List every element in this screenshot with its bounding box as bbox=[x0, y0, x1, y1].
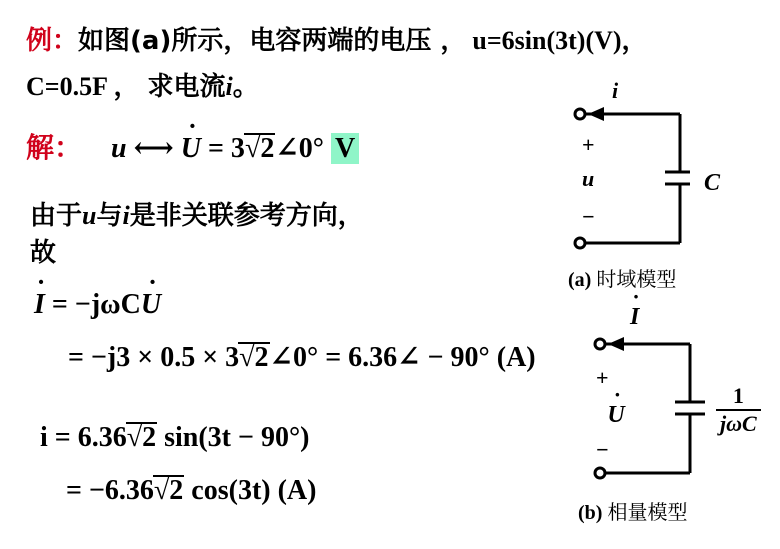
circuit-b-plus: + bbox=[596, 365, 609, 390]
solution-phasor-u: U ˙ bbox=[181, 133, 201, 165]
terminal-top-a bbox=[575, 109, 585, 119]
eq1-phasor-u: U ˙ bbox=[141, 289, 161, 321]
equation-1 bbox=[34, 289, 161, 321]
impedance-denominator: jωC bbox=[720, 411, 757, 436]
circuit-a-minus: − bbox=[582, 204, 595, 229]
example-text-1: 如图(a)所示，电容两端的电压 ， bbox=[78, 26, 467, 56]
solution-tag: 解： bbox=[26, 131, 83, 164]
equation-4 bbox=[66, 475, 316, 507]
reason-line-2 bbox=[30, 232, 56, 269]
current-arrow-a bbox=[588, 107, 604, 121]
eq4-sqrt-value: 2 bbox=[169, 475, 184, 506]
circuit-b-current: I ˙ bbox=[630, 304, 639, 331]
circuit-a-current: i bbox=[612, 78, 619, 103]
example-line-2 bbox=[26, 66, 259, 103]
example-formula-c: C=0.5F ， bbox=[26, 72, 140, 101]
circuit-b-impedance bbox=[716, 383, 761, 437]
reason-text-3: 是非关联参考方向， bbox=[129, 201, 364, 231]
equation-2 bbox=[68, 340, 536, 374]
reason-var-i: i bbox=[122, 201, 130, 230]
example-tag: 例： bbox=[26, 26, 79, 56]
solution-line bbox=[26, 126, 359, 166]
terminal-top-b bbox=[595, 339, 605, 349]
circuit-a-caption-text: 时域模型 bbox=[596, 267, 677, 291]
circuit-a-plus: + bbox=[582, 132, 595, 157]
example-line-1 bbox=[26, 20, 648, 57]
circuit-a-element-label: C bbox=[704, 170, 721, 196]
solution-eq: = 3 bbox=[207, 133, 245, 164]
solution-sqrt-value: 2 bbox=[260, 133, 275, 164]
example-formula-u: u=6sin(3t)(V)， bbox=[472, 26, 648, 55]
equation-3 bbox=[40, 422, 309, 454]
eq1-phasor-i: I ˙ bbox=[34, 289, 45, 321]
eq2-sqrt: √2 bbox=[239, 342, 269, 373]
solution-unit-highlight: V bbox=[331, 133, 359, 164]
circuit-b-voltage: U ˙ bbox=[607, 402, 624, 429]
eq4-sqrt: √2 bbox=[153, 475, 184, 506]
terminal-bottom-a bbox=[575, 238, 585, 248]
solution-u: u bbox=[111, 133, 127, 164]
example-var-i: i bbox=[225, 72, 233, 101]
impedance-numerator: 1 bbox=[716, 383, 761, 411]
eq2-part-a: = −j3 × 0.5 × 3 bbox=[68, 342, 240, 373]
circuit-a-voltage: u bbox=[582, 166, 595, 191]
eq3-sqrt-value: 2 bbox=[142, 422, 157, 453]
example-text-2: 求电流 bbox=[147, 72, 226, 102]
solution-angle: ∠0° bbox=[275, 133, 324, 164]
example-end: 。 bbox=[232, 72, 259, 102]
solution-sqrt: √2 bbox=[244, 133, 275, 164]
reason-text-1: 由于 bbox=[30, 201, 83, 231]
eq4-part-a: = −6.36 bbox=[66, 475, 154, 506]
eq2-sqrt-value: 2 bbox=[254, 342, 269, 373]
eq3-part-a: i = 6.36 bbox=[40, 422, 127, 453]
eq3-sqrt: √2 bbox=[126, 422, 157, 453]
eq4-part-b: cos(3t) (A) bbox=[191, 475, 317, 506]
circuit-b-caption-tag: (b) bbox=[578, 502, 603, 524]
terminal-bottom-b bbox=[595, 468, 605, 478]
circuit-b-caption-text: 相量模型 bbox=[607, 500, 688, 524]
eq3-part-b: sin(3t − 90°) bbox=[164, 422, 310, 453]
eq2-part-b: ∠0° = 6.36∠ − 90° (A) bbox=[269, 342, 536, 373]
circuit-a-caption-tag: (a) bbox=[568, 269, 592, 291]
reason-text-2: 与 bbox=[96, 201, 123, 231]
current-arrow-b bbox=[608, 337, 624, 351]
circuit-b-minus: − bbox=[596, 437, 609, 462]
circuit-b-caption bbox=[578, 496, 687, 525]
solution-arrow: ⟷ bbox=[133, 133, 174, 164]
eq1-rhs: = −jωC bbox=[51, 289, 141, 320]
reason-text-4: 故 bbox=[30, 238, 57, 268]
reason-var-u: u bbox=[82, 201, 97, 230]
reason-line-1 bbox=[30, 195, 364, 232]
circuit-a-caption bbox=[568, 263, 676, 292]
